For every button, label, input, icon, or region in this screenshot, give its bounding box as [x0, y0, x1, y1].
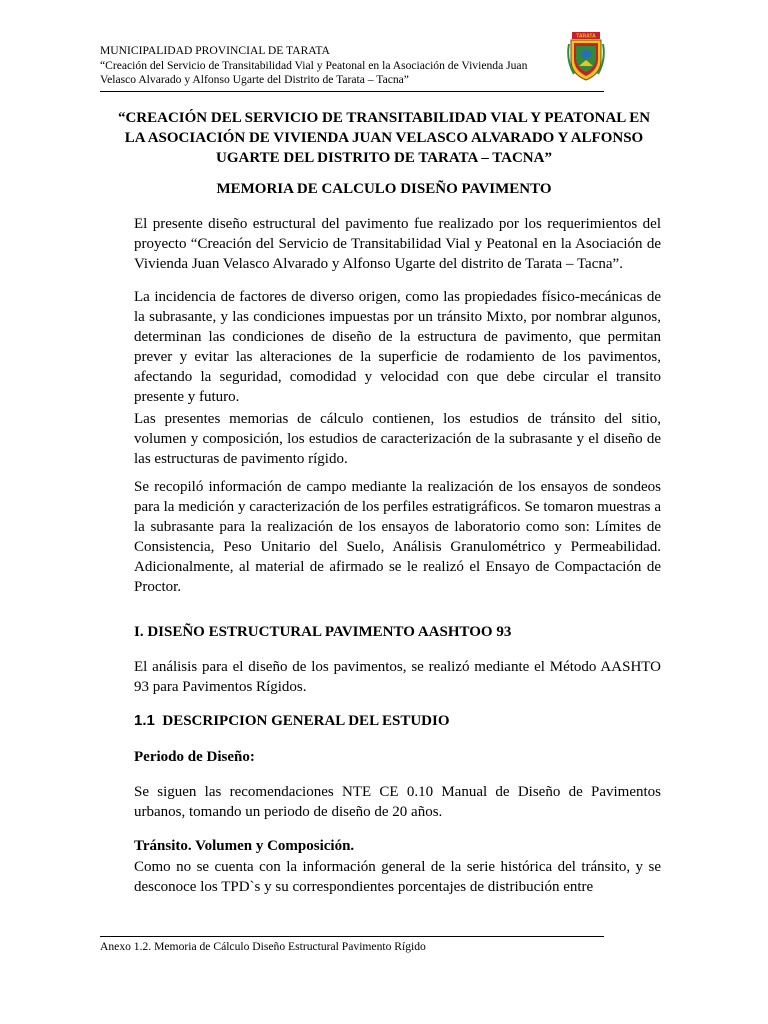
- subsection-number: 1.1: [134, 712, 155, 729]
- paragraph-memorias: Las presentes memorias de cálculo contienen, los estudios de tránsito del sitio, volumen y composición, los estudios de caracterización de la subrasante y el diseño de las estructuras de pavimento rígido.: [134, 411, 661, 467]
- header-municipality: MUNICIPALIDAD PROVINCIAL DE TARATA: [100, 44, 330, 57]
- paragraph-aashto-method: El análisis para el diseño de los pavimentos, se realizó mediante el Método AASHTO 93 para Pavimentos Rígidos.: [134, 659, 661, 695]
- svg-text:TARATA: TARATA: [576, 33, 596, 40]
- title-line-1: “CREACIÓN DEL SERVICIO DE TRANSITABILIDAD VIAL Y PEATONAL EN: [117, 110, 651, 126]
- paragraph-factors: La incidencia de factores de diverso origen, como las propiedades físico-mecánicas de la subrasante, y las condiciones impuestas por un tránsito Mixto, por nombrar algunos, determinan las condiciones de diseño de la estructura de pavimento, que permitan prever y evitar las alteraciones de la superficie de rodamiento de los pavimentos, afectando la seguridad, comodidad y velocidad con que debe circular el transito presente y futuro.: [134, 289, 661, 405]
- header-project-line-2: Velasco Alvarado y Alfonso Ugarte del Distrito de Tarata – Tacna”: [100, 73, 409, 87]
- footer-divider: [100, 936, 604, 937]
- subsection-heading-1-1: [134, 711, 661, 731]
- document-subtitle: MEMORIA DE CALCULO DISEÑO PAVIMENTO: [216, 181, 552, 197]
- subsection-title: DESCRIPCION GENERAL DEL ESTUDIO: [162, 713, 450, 729]
- paragraph-periodo: Se siguen las recomendaciones NTE CE 0.10 Manual de Diseño de Pavimentos urbanos, tomando un periodo de diseño de 20 años.: [134, 784, 661, 820]
- title-line-2: LA ASOCIACIÓN DE VIVIENDA JUAN VELASCO ALVARADO Y ALFONSO: [124, 130, 644, 146]
- page-header: [100, 44, 560, 88]
- paragraph-transito: Como no se cuenta con la información general de la serie histórica del tránsito, y se desconoce los TPD`s y su correspondientes porcentajes de distribución entre: [134, 859, 661, 895]
- header-project-line-1: “Creación del Servicio de Transitabilidad Vial y Peatonal en la Asociación de Vivienda Juan: [100, 58, 528, 72]
- paragraph-field-data: Se recopiló información de campo mediante la realización de los ensayos de sondeos para la medición y caracterización de los perfiles estratigráficos. Se tomaron muestras a la subrasante para la realización de los ensayos de laboratorio como son: Límites de Consistencia, Peso Unitario del Suelo, Análisis Granulométrico y Permeabilidad. Adicionalmente, al material de afirmado se le realizó el Ensayo de Compactación de Proctor.: [134, 479, 661, 595]
- document-title: [100, 108, 668, 168]
- header-divider: [100, 91, 604, 92]
- heading-periodo-diseno: Periodo de Diseño:: [134, 749, 255, 765]
- section-heading-aashto: I. DISEÑO ESTRUCTURAL PAVIMENTO AASHTOO 93: [134, 624, 512, 640]
- heading-transito: Tránsito. Volumen y Composición.: [134, 838, 355, 854]
- municipality-crest-logo: [566, 30, 606, 82]
- page-footer: Anexo 1.2. Memoria de Cálculo Diseño Estructural Pavimento Rígido: [100, 940, 426, 953]
- title-line-3: UGARTE DEL DISTRITO DE TARATA – TACNA”: [216, 150, 552, 166]
- paragraph-intro: El presente diseño estructural del pavimento fue realizado por los requerimientos del proyecto “Creación del Servicio de Transitabilidad Vial y Peatonal en la Asociación de Vivienda Juan Velasco Alvarado y Alfonso Ugarte del distrito de Tarata – Tacna”.: [134, 216, 661, 272]
